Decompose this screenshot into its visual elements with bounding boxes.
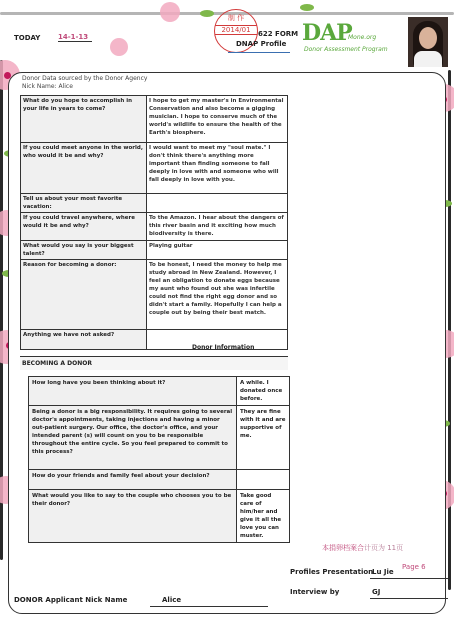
questionnaire-table: [20, 95, 288, 350]
answer-cell: To be honest, I need the money to help me study abroad in New Zealand. However, I feel an obligation to donate eggs because my aunt who found out she was infertile could not find the right egg donor and so didn't start a family. Hopefully I can help a couple out by being their best match.: [147, 260, 288, 330]
table-row: [21, 241, 288, 260]
today-value: 14-1-13: [58, 33, 92, 42]
intro-nickname: Nick Name: Alice: [22, 83, 73, 90]
interview-underline: [370, 598, 448, 599]
today-label: TODAY: [14, 34, 41, 42]
presentation-value: Lu Jie: [372, 568, 394, 576]
answer-cell: A while. I donated once before.: [237, 377, 290, 406]
question-cell: If you could meet anyone in the world, who would it be and why?: [21, 143, 147, 194]
intro-source: Donor Data sourced by the Donor Agency: [22, 75, 148, 82]
total-pages-note: [322, 543, 403, 553]
table-row: [21, 213, 288, 241]
question-cell: Reason for becoming a donor:: [21, 260, 147, 330]
question-cell: What would you like to say to the couple who chooses you to be their donor?: [29, 490, 237, 543]
intro-block: [22, 75, 147, 91]
nickname-label: DONOR Applicant Nick Name: [14, 596, 128, 604]
question-cell: If you could travel anywhere, where would it be and why?: [21, 213, 147, 241]
form-underline: [228, 52, 290, 53]
answer-cell: [237, 470, 290, 490]
donor-photo: [408, 17, 448, 67]
document-header: [0, 0, 454, 72]
question-cell: How do your friends and family feel about your decision?: [29, 470, 237, 490]
answer-cell: I hope to get my master's in Environmental Conservation and also become a gigging musician. I hope to conserve much of the world's wildlife to ensure the health of the Earth's biosphere.: [147, 96, 288, 143]
table-row: [29, 470, 290, 490]
question-cell: What would you say is your biggest talent?: [21, 241, 147, 260]
nickname-underline: [150, 606, 268, 607]
question-cell: Anything we have not asked?: [21, 330, 147, 350]
question-cell: Tell us about your most favorite vacation:: [21, 194, 147, 213]
table-row: [21, 194, 288, 213]
answer-cell: [147, 194, 288, 213]
stamp-top-text: 制 作: [227, 14, 245, 22]
brand-site: Mone.org: [348, 34, 377, 41]
donor-information-title: Donor Information: [192, 344, 255, 351]
nickname-value: Alice: [162, 596, 182, 604]
table-row: [29, 490, 290, 543]
question-cell: How long have you been thinking about it?: [29, 377, 237, 406]
answer-cell: To the Amazon. I hear about the dangers of this river basin and it exciting how much biodiversity is there.: [147, 213, 288, 241]
stamp-date-text: 2014/01: [215, 25, 257, 35]
page-number: Page 6: [402, 563, 426, 571]
table-row: [21, 143, 288, 194]
table-row: [29, 377, 290, 406]
brand-logo: DAP: [302, 20, 352, 46]
table-row: [21, 96, 288, 143]
becoming-donor-table: [28, 376, 290, 543]
presentation-label: Profiles Presentation: [290, 568, 374, 576]
answer-cell: They are fine with it and are supportive of me.: [237, 406, 290, 470]
answer-cell: Playing guitar: [147, 241, 288, 260]
table-row: [29, 406, 290, 470]
question-cell: What do you hope to accomplish in your life in years to come?: [21, 96, 147, 143]
answer-cell: I would want to meet my "soul mate." I don't think there's anything more important than finding someone to fall deeply in love with and someone who will fall deeply in love with you.: [147, 143, 288, 194]
interview-label: Interview by: [290, 588, 340, 596]
total-pages-prefix: 本捐卵档案合: [322, 544, 364, 552]
interview-value: GJ: [372, 588, 381, 596]
presentation-underline: [370, 578, 448, 579]
brand-subtitle: Donor Assessment Program: [304, 46, 388, 53]
form-name: DNAP Profile: [236, 40, 287, 48]
table-row: [21, 260, 288, 330]
form-number: 622 FORM: [258, 30, 299, 38]
question-cell: Being a donor is a big responsibility. It requires going to several doctor's appointments, taking injections and having a minor out-patient surgery. Our office, the doctor's office, and your intended parent (s) will count on you to be responsible throughout the entire cycle. So you feel prepared to commit to this process?: [29, 406, 237, 470]
section-heading: BECOMING A DONOR: [20, 356, 288, 370]
answer-cell: Take good care of him/her and give it all the love you can muster.: [237, 490, 290, 543]
total-pages-suffix: 计页为 11页: [364, 544, 404, 552]
